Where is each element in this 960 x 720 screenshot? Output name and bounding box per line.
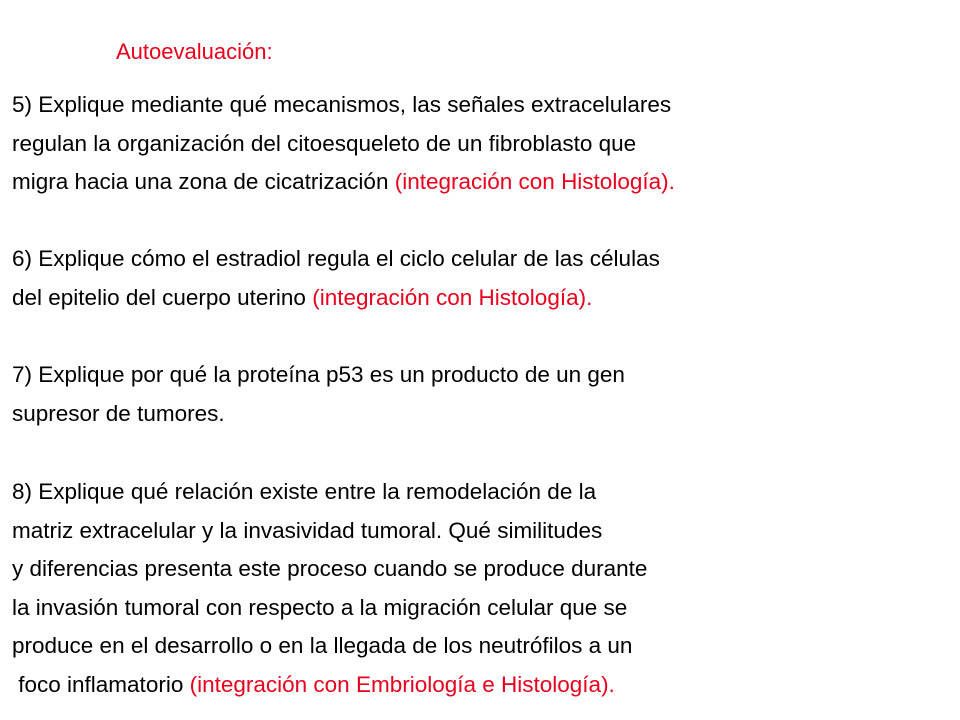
question-line (12, 666, 952, 705)
body-text: del epitelio del cuerpo uterino (12, 284, 313, 310)
question-line (12, 356, 952, 395)
question-line (12, 125, 952, 164)
question-7 (12, 356, 952, 433)
highlight-text: (integración con Embriología e Histología). (189, 671, 615, 697)
highlight-text: (integración con Histología). (394, 169, 675, 195)
question-line (12, 512, 952, 551)
question-8 (12, 473, 952, 705)
question-line (12, 589, 952, 628)
question-line (12, 240, 952, 279)
slide-title: Autoevaluación: (116, 39, 273, 64)
body-text: regulan la organización del citoesqueleto de un fibroblasto que (12, 130, 637, 156)
question-5 (12, 86, 952, 202)
body-text: 6) Explique cómo el estradiol regula el ciclo celular de las células (12, 246, 660, 271)
body-text: 8) Explique qué relación existe entre la remodelación de la (12, 479, 597, 504)
question-line (12, 627, 952, 666)
body-text: matriz extracelular y la invasividad tumoral. Qué similitudes (12, 517, 603, 543)
question-line (12, 395, 952, 434)
body-text: produce en el desarrollo o en la llegada de los neutrófilos a un (12, 633, 633, 659)
body-text: foco inflamatorio (12, 671, 190, 697)
body-text: la invasión tumoral con respecto a la migración celular que se (12, 594, 628, 620)
body-text: y diferencias presenta este proceso cuando se produce durante (12, 556, 648, 582)
question-line (12, 279, 952, 318)
body-text: supresor de tumores. (12, 400, 225, 426)
question-line (12, 473, 952, 512)
question-line (12, 86, 952, 125)
question-6 (12, 240, 952, 317)
question-line (12, 550, 952, 589)
highlight-text: (integración con Histología). (312, 284, 593, 310)
body-text: 5) Explique mediante qué mecanismos, las señales extracelulares (12, 92, 672, 117)
question-line (12, 163, 952, 202)
body-text: 7) Explique por qué la proteína p53 es un producto de un gen (12, 362, 625, 387)
body-text: migra hacia una zona de cicatrización (12, 169, 395, 195)
